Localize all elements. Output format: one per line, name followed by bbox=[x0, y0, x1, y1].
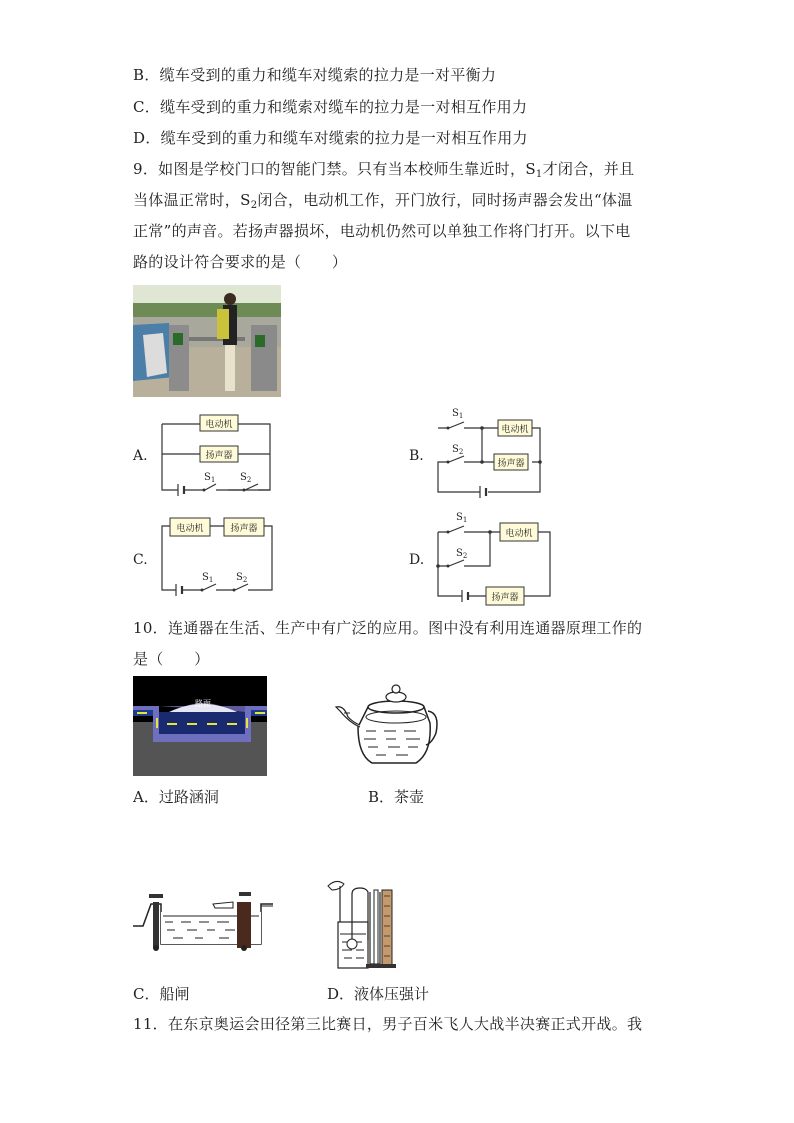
q9-line-3: 正常”的声音。若扬声器损坏，电动机仍然可以单独工作将门打开。以下电 bbox=[133, 222, 631, 240]
teapot-figure bbox=[336, 683, 440, 767]
circuit-a bbox=[160, 410, 272, 494]
svg-text:S1: $S_1$ bbox=[456, 512, 468, 524]
circuit-c-label: C. bbox=[133, 552, 148, 568]
circuit-d-motor: 电动机 bbox=[505, 529, 533, 539]
manometer-figure bbox=[322, 876, 402, 970]
circuit-b-speaker: 扬声器 bbox=[497, 459, 525, 469]
culvert-figure bbox=[133, 676, 267, 776]
circuit-d-label: D. bbox=[409, 552, 425, 568]
circuit-c-speaker: 扬声器 bbox=[230, 524, 258, 534]
svg-text:S2: $S_2$ bbox=[452, 444, 464, 456]
svg-text:S1: $S_1$ bbox=[202, 572, 214, 584]
q10-line-2: 是（ ） bbox=[133, 650, 210, 668]
option-a-culvert: A．过路涵洞 bbox=[133, 788, 219, 806]
circuit-b-motor: 电动机 bbox=[501, 425, 529, 435]
circuit-d bbox=[436, 508, 554, 606]
circuit-d-speaker: 扬声器 bbox=[491, 593, 519, 603]
svg-text:S2: $S_2$ bbox=[236, 572, 248, 584]
option-c-shiplock: C．船闸 bbox=[133, 985, 190, 1003]
circuit-a-label: A. bbox=[133, 448, 148, 464]
q11-line-1: 11．在东京奥运会田径第三比赛日，男子百米飞人大战半决赛正式开战。我 bbox=[133, 1015, 643, 1033]
circuit-c bbox=[160, 514, 276, 594]
circuit-b-label: B. bbox=[409, 448, 424, 464]
option-d-manometer: D．液体压强计 bbox=[327, 985, 430, 1003]
option-b-teapot: B．茶壶 bbox=[368, 788, 425, 806]
q9-line-2: 当体温正常时，$S_2$闭合，电动机工作，开门放行，同时扬声器会发出“体温 bbox=[133, 191, 633, 211]
shiplock-figure bbox=[133, 886, 273, 952]
svg-text:S2: $S_2$ bbox=[240, 472, 252, 484]
option-d-text: D．缆车受到的重力和缆车对缆索的拉力是一对相互作用力 bbox=[133, 129, 528, 147]
circuit-a-speaker: 扬声器 bbox=[205, 451, 233, 461]
circuit-a-motor: 电动机 bbox=[205, 420, 233, 430]
circuit-c-motor: 电动机 bbox=[176, 524, 204, 534]
road-label: 路面 bbox=[195, 699, 211, 708]
svg-text:S2: $S_2$ bbox=[456, 548, 468, 560]
option-b-text: B．缆车受到的重力和缆车对缆索的拉力是一对平衡力 bbox=[133, 66, 497, 84]
svg-text:S1: $S_1$ bbox=[204, 472, 216, 484]
q10-line-1: 10．连通器在生活、生产中有广泛的应用。图中没有利用连通器原理工作的 bbox=[133, 619, 643, 637]
circuit-b bbox=[436, 406, 544, 496]
q9-line-4: 路的设计符合要求的是（ ） bbox=[133, 253, 348, 271]
gate-photo bbox=[133, 285, 281, 397]
option-c-text: C．缆车受到的重力和缆索对缆车的拉力是一对相互作用力 bbox=[133, 98, 528, 116]
q9-line-1: 9．如图是学校门口的智能门禁。只有当本校师生靠近时，$S_1$才闭合，并且 bbox=[133, 160, 635, 180]
svg-text:S1: $S_1$ bbox=[452, 408, 464, 420]
